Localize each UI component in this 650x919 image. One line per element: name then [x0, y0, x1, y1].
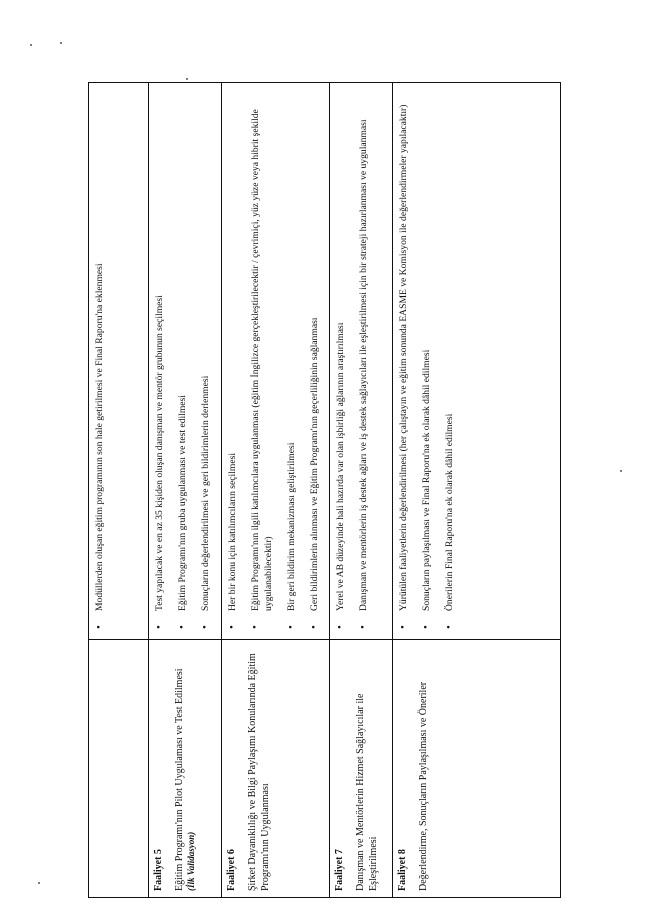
- table-row: [89, 83, 149, 898]
- list-item: • Sonuçların değerlendirilmesi ve geri bildirimlerin derlenmesi: [199, 89, 212, 633]
- activity-detail-cell: [330, 83, 393, 640]
- activity-subtitle: (İlk Validasyon): [186, 831, 196, 891]
- activity-title: Faaliyet 7: [334, 849, 345, 891]
- bullet-list: [397, 89, 456, 633]
- scan-speck: [60, 42, 62, 44]
- rotated-page: [88, 82, 561, 898]
- activity-label-cell: [393, 640, 561, 898]
- list-item: • Eğitim Programı'nın gruba uygulanması ve test edilmesi: [176, 89, 189, 633]
- activity-label-cell: [149, 640, 222, 898]
- scan-speck: [38, 882, 40, 884]
- activity-detail-cell: [222, 83, 330, 640]
- activity-detail-cell: [149, 83, 222, 640]
- bullet-list: [226, 89, 321, 633]
- scan-speck: [620, 470, 622, 472]
- list-item: • Yerel ve AB düzeyinde hali hazırda var olan işbirliği ağlarının araştırılması: [334, 89, 347, 633]
- scan-speck: [30, 44, 32, 46]
- activity-label-cell: [330, 640, 393, 898]
- activity-description: Danışman ve Mentörlerin Hizmet Sağlayıcılar ile Eşleştirilmesi: [355, 693, 379, 891]
- activity-label-cell: [89, 640, 149, 898]
- table-row: [330, 83, 393, 898]
- table-row: [222, 83, 330, 898]
- bullet-list: [93, 89, 106, 633]
- activity-label-cell: [222, 640, 330, 898]
- activity-description: Şirket Dayanıklılığı ve Bilgi Paylaşımı Konularında Eğitim Programı'nın Uygulanması: [247, 653, 271, 891]
- activity-title: Faaliyet 6: [226, 849, 237, 891]
- list-item: • Geri bildirimlerin alınması ve Eğitim Programı'nın geçerliliğinin sağlanması: [308, 89, 321, 633]
- activity-description: Değerlendirme, Sonuçların Paylaşılması ve Öneriler: [418, 681, 429, 891]
- table-row: [149, 83, 222, 898]
- list-item: • Yürütülen faaliyetlerin değerlendirilmesi (her çalıştayın ve eğitim sonunda EASME ve Komisyon ile değerlendirmeler yapılacaktır): [397, 89, 410, 633]
- list-item: • Eğitim Programı'nın ilgili katılımcılara uygulanması (eğitim İngilizce gerçekleştirilecektir / çevrimiçi, yüz yüze veya hibrit şekilde uygulanabilecektir): [249, 89, 275, 633]
- activity-detail-cell: [89, 83, 149, 640]
- bullet-list: [334, 89, 370, 633]
- list-item: • Sonuçların paylaşılması ve Final Raporu'na ek olarak dâhil edilmesi: [420, 89, 433, 633]
- scan-speck: [186, 78, 188, 80]
- table-row: [393, 83, 561, 898]
- list-item: • Her bir konu için katılımcıların seçilmesi: [226, 89, 239, 633]
- list-item: • Test yapılacak ve en az 35 kişiden oluşan danışman ve mentör grubunun seçilmesi: [153, 89, 166, 633]
- activity-title: Faaliyet 8: [397, 849, 408, 891]
- bullet-list: [153, 89, 212, 633]
- list-item: • Modüllerden oluşan eğitim programının son hale getirilmesi ve Final Raporu'na eklenmesi: [93, 89, 106, 633]
- list-item: • Danışman ve mentörlerin iş destek ağları ve iş destek sağlayıcıları ile eşleştirilmesi için bir strateji hazırlanması ve uygulanması: [357, 89, 370, 633]
- activity-table: [88, 82, 561, 898]
- activity-description: Eğitim Programı'nın Pilot Uygulaması ve Test Edilmesi: [174, 668, 185, 891]
- activity-title: Faaliyet 5: [153, 849, 164, 891]
- activity-detail-cell: [393, 83, 561, 640]
- list-item: • Bir geri bildirim mekanizması geliştirilmesi: [285, 89, 298, 633]
- list-item: • Önerilerin Final Raporu'na ek olarak dâhil edilmesi: [443, 89, 456, 633]
